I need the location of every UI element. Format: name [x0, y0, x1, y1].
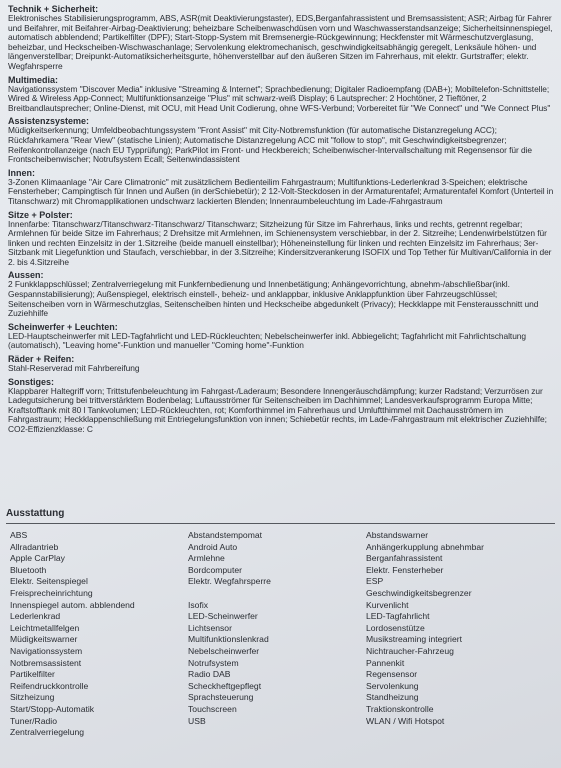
equipment-item: Anhängerkupplung abnehmbar	[366, 541, 485, 552]
equipment-item: Innenspiegel autom. abblendend	[10, 599, 135, 610]
equipment-item: Radio DAB	[188, 669, 231, 680]
equipment-item: Android Auto	[188, 541, 238, 552]
section-title: Aussen:	[8, 270, 44, 281]
section-sitze-polster	[8, 210, 555, 268]
equipment-item: Abstandstempomat	[188, 530, 263, 540]
equipment-item: Nebelscheinwerfer	[188, 645, 260, 656]
section-title: Scheinwerfer + Leuchten:	[8, 321, 118, 332]
equipment-item: LED-Scheinwerfer	[188, 611, 258, 622]
section-multimedia	[8, 75, 555, 114]
section-text: Navigationssystem "Discover Media" inklusive "Streaming & Internet"; Sprachbedienung; Digitaler Radioempfang (DAB+); Mobiltelefon-Schnittstelle; Wired & Wireless App-Connect; Multifunktionsanzeige "Plus" mit schwarz-weiß Display; 6 Lautsprecher: 2 Hochtöner, 2 Tieftöner, 2 Breitbandlautsprecher; Online-Dienst, mit OCU, mit Head Unit Codierung, ohne WFS-Verbund; Vorbereitet für "We Connect" und "We Connect Plus"	[8, 83, 551, 113]
equipment-item: Lichtsensor	[188, 622, 232, 633]
equipment-item: Isofix	[188, 599, 209, 610]
equipment-item: Tuner/Radio	[10, 715, 57, 726]
equipment-item: USB	[188, 715, 206, 726]
equipment-item: Servolenkung	[366, 680, 419, 691]
equipment-spacer	[188, 588, 271, 600]
section-text: Stahl-Reserverad mit Fahrbereifung	[8, 363, 140, 374]
section-text: 2 Funkklappschlüssel; Zentralverriegelung mit Funkfernbedienung und Innenbetätigung; Anhängevorrichtung, abnehm-/abschließbar(inkl. Gespannstabilisierung); Außenspiegel, elektrisch einstell-, beheiz- und anklappbar, inklusive Anklappfunktion über Fahrzeugschlüssel; Seitenscheiben vorn in Wärmeschutzglas, Seitenscheiben hinten und Heckscheibe abgedunkelt (Privacy); Heckklappe mit Fensterausschnitt und Zuziehhilfe	[8, 279, 539, 319]
equipment-item: Armlehne	[188, 553, 225, 564]
equipment-item: Abstandswarner	[366, 530, 429, 540]
equipment-item: Elektr. Fensterheber	[366, 564, 444, 575]
section-raeder-reifen	[8, 354, 555, 374]
equipment-item: Notrufsystem	[188, 657, 239, 668]
section-text: Innenfarbe: Titanschwarz/Titanschwarz-Titanschwarz/ Titanschwarz; Sitzheizung für Sitze im Fahrerhaus, links und rechts, getrennt regelbar; Armlehnen für beide Sitze im Fahrerhaus; 2 Drehsitze mit Armlehnen, im Schienensystem verschiebbar, in der 2. Sitzreihe; Lendenwirbelstützen für linken und rechten Einzelsitz in der 1.Sitzreihe (beide manuell einstellbar); Höheneinstellung für linken und rechten Einzelsitz im Fahrerhaus; 3er-Sitzbank mit Liegefunktion und Staufach, verschiebbar, in der 3.Sitzreihe; Kindersitzverankerung ISOFIX und Top Tether für Multivan/California in der 2. bis 4.Sitzreihe	[8, 218, 552, 267]
equipment-column-3	[366, 530, 484, 727]
equipment-item: Leichtmetallfelgen	[10, 622, 80, 633]
equipment-item: Start/Stopp-Automatik	[10, 703, 95, 714]
equipment-item: Pannenkit	[366, 657, 405, 668]
equipment-item: Regensensor	[366, 669, 418, 680]
equipment-item: Nichtraucher-Fahrzeug	[366, 645, 454, 656]
section-technik-sicherheit	[8, 4, 555, 72]
section-title: Sonstiges:	[8, 376, 55, 387]
section-sonstiges	[8, 377, 555, 435]
section-text: Müdigkeitserkennung; Umfeldbeobachtungssystem "Front Assist" mit City-Notbremsfunktion (für automatische Distanzregelung ACC); Rückfahrkamera "Rear View" (statische Linien); Automatische Distanzregelung ACC mit "follow to stop", mit Geschwindigkeitsbegrenzer; Reifenkontrollanzeige (nach EU Typprüfung); ParkPilot im Front- und Heckbereich; Scheibenwischer-Intervallschaltung mit Regensensor für die Frontscheibenwischer; Notrufsystem Ecall; Seitenwindassistent	[8, 125, 533, 165]
equipment-item: Bordcomputer	[188, 564, 242, 575]
equipment-item: Musikstreaming integriert	[366, 634, 462, 645]
equipment-item: Bluetooth	[10, 564, 47, 575]
equipment-item: Müdigkeitswarner	[10, 634, 78, 645]
section-title: Multimedia:	[8, 74, 59, 85]
equipment-item: Allradantrieb	[10, 541, 59, 552]
equipment-item: Kurvenlicht	[366, 599, 409, 610]
equipment-title: Ausstattung	[6, 508, 555, 524]
equipment-item: Lordosenstütze	[366, 622, 425, 633]
equipment-item: Notbremsassistent	[10, 657, 82, 668]
section-title: Assistenzsysteme:	[8, 116, 90, 127]
equipment-item: LED-Tagfahrlicht	[366, 611, 430, 622]
section-text: LED-Hauptscheinwerfer mit LED-Tagfahrlicht und LED-Rückleuchten; Nebelscheinwerfer inkl. Abbiegelicht; Tagfahrlicht mit Fahrlichtschaltung (automatisch), "Leaving home"-Funktion und manueller "Coming home"-Funktion	[8, 330, 527, 351]
section-text: 3-Zonen Klimaanlage "Air Care Climatronic" mit zusätzlichem Bedienteilim Fahrgastraum; Multifunktions-Lederlenkrad 3-Speichen; elektrische Fensterheber; Campingtisch für Innen und Außen (in derSchiebetür); 2 12-Volt-Steckdosen in der Armaturentafel; Armaturentafel Komfort (Unterteil in Titanschwarz) mit Chromapplikationen undschwarz lackierten Blenden; Innenraumbeleuchtung im Lade-/Fahrgastraum	[8, 176, 554, 206]
equipment-item: Sitzheizung	[10, 692, 55, 703]
equipment-item: Elektr. Wegfahrsperre	[188, 576, 271, 587]
section-title: Sitze + Polster:	[8, 209, 73, 220]
equipment-item: Zentralverriegelung	[10, 727, 85, 738]
equipment-column-1	[10, 530, 135, 739]
equipment-item: Lederlenkrad	[10, 611, 61, 622]
equipment-item: Standheizung	[366, 692, 419, 703]
section-text: Elektronisches Stabilisierungsprogramm, ABS, ASR(mit Deaktivierungstaster), EDS,Berganfahrassistent und Bremsassistent; ASR; Airbag für Fahrer und Beifahrer, mit Beifahrer-Airbag-Deaktivierung; beheizbare Scheibenwaschdüsen vorn und Waschwasserstandsanzeige; Sicherheitsinnenspiegel, automatisch abblendend; Partikelfilter (DPF); Start-Stopp-System mit Bremsenergie-Rückgewinnung; Heckfenster mit Wärmeschutzverglasung, beheizbar, und Heckscheiben-Wischwaschanlage; Servolenkung elektromechanisch, geschwindigkeitsabhängig geregelt, Lenksäule höhen- und längenverstellbar; Dreipunkt-Automatiksicherheitsgurte, höhenverstellbar auf den äußeren Sitzen im Fahrerhaus, mit elektr. Gurtstraffer; elektr. Wegfahrsperre	[8, 13, 553, 71]
equipment-item: Freisprecheinrichtung	[10, 587, 93, 598]
equipment-item: ABS	[10, 530, 28, 540]
section-text: Klappbarer Haltegriff vorn; Trittstufenbeleuchtung im Fahrgast-/Laderaum; Besondere Innengeräuschdämpfung; kurzer Radstand; Verzurrösen zur Ladegutsicherung bei trittverstärktem Bodenbelag; Luftausströmer für Seitenscheiben im Dachhimmel; Landesverkaufsprogramm Europa Mitte; Kraftstofftank mit 80 l Tankvolumen; LED-Rückleuchten, rot; Komforthimmel im Fahrerhaus und Umluftthimmel mit Dachausströmern im Fahrgastraum; Heckklappenschließung mit Entriegelungsfunktion von innen; Schiebetür rechts, im Lade-/Fahrgastraum mit elektrischer Zuziehhilfe; CO2-Effizienzklasse: C	[8, 385, 547, 434]
equipment-item: Partikelfilter	[10, 669, 55, 680]
equipment-item: Elektr. Seitenspiegel	[10, 576, 88, 587]
section-title: Räder + Reifen:	[8, 354, 75, 365]
equipment-column-2	[188, 530, 271, 727]
section-aussen	[8, 270, 555, 318]
equipment-item: ESP	[366, 576, 384, 587]
equipment-item: Sprachsteuerung	[188, 692, 254, 703]
section-title: Technik + Sicherheit:	[8, 4, 99, 14]
equipment-item: Multifunktionslenkrad	[188, 634, 269, 645]
equipment-item: Apple CarPlay	[10, 553, 65, 564]
section-title: Innen:	[8, 167, 35, 178]
section-scheinwerfer-leuchten	[8, 322, 555, 351]
section-innen	[8, 168, 555, 207]
equipment-item: Berganfahrassistent	[366, 553, 443, 564]
equipment-item: WLAN / Wifi Hotspot	[366, 715, 445, 726]
equipment-item: Traktionskontrolle	[366, 703, 434, 714]
equipment-list	[6, 508, 555, 768]
equipment-item: Geschwindigkeitsbegrenzer	[366, 587, 472, 598]
equipment-item: Touchscreen	[188, 703, 237, 714]
equipment-item: Scheckheftgepflegt	[188, 680, 262, 691]
section-assistenzsysteme	[8, 116, 555, 164]
equipment-item: Navigationssystem	[10, 645, 83, 656]
equipment-item: Reifendruckkontrolle	[10, 680, 89, 691]
